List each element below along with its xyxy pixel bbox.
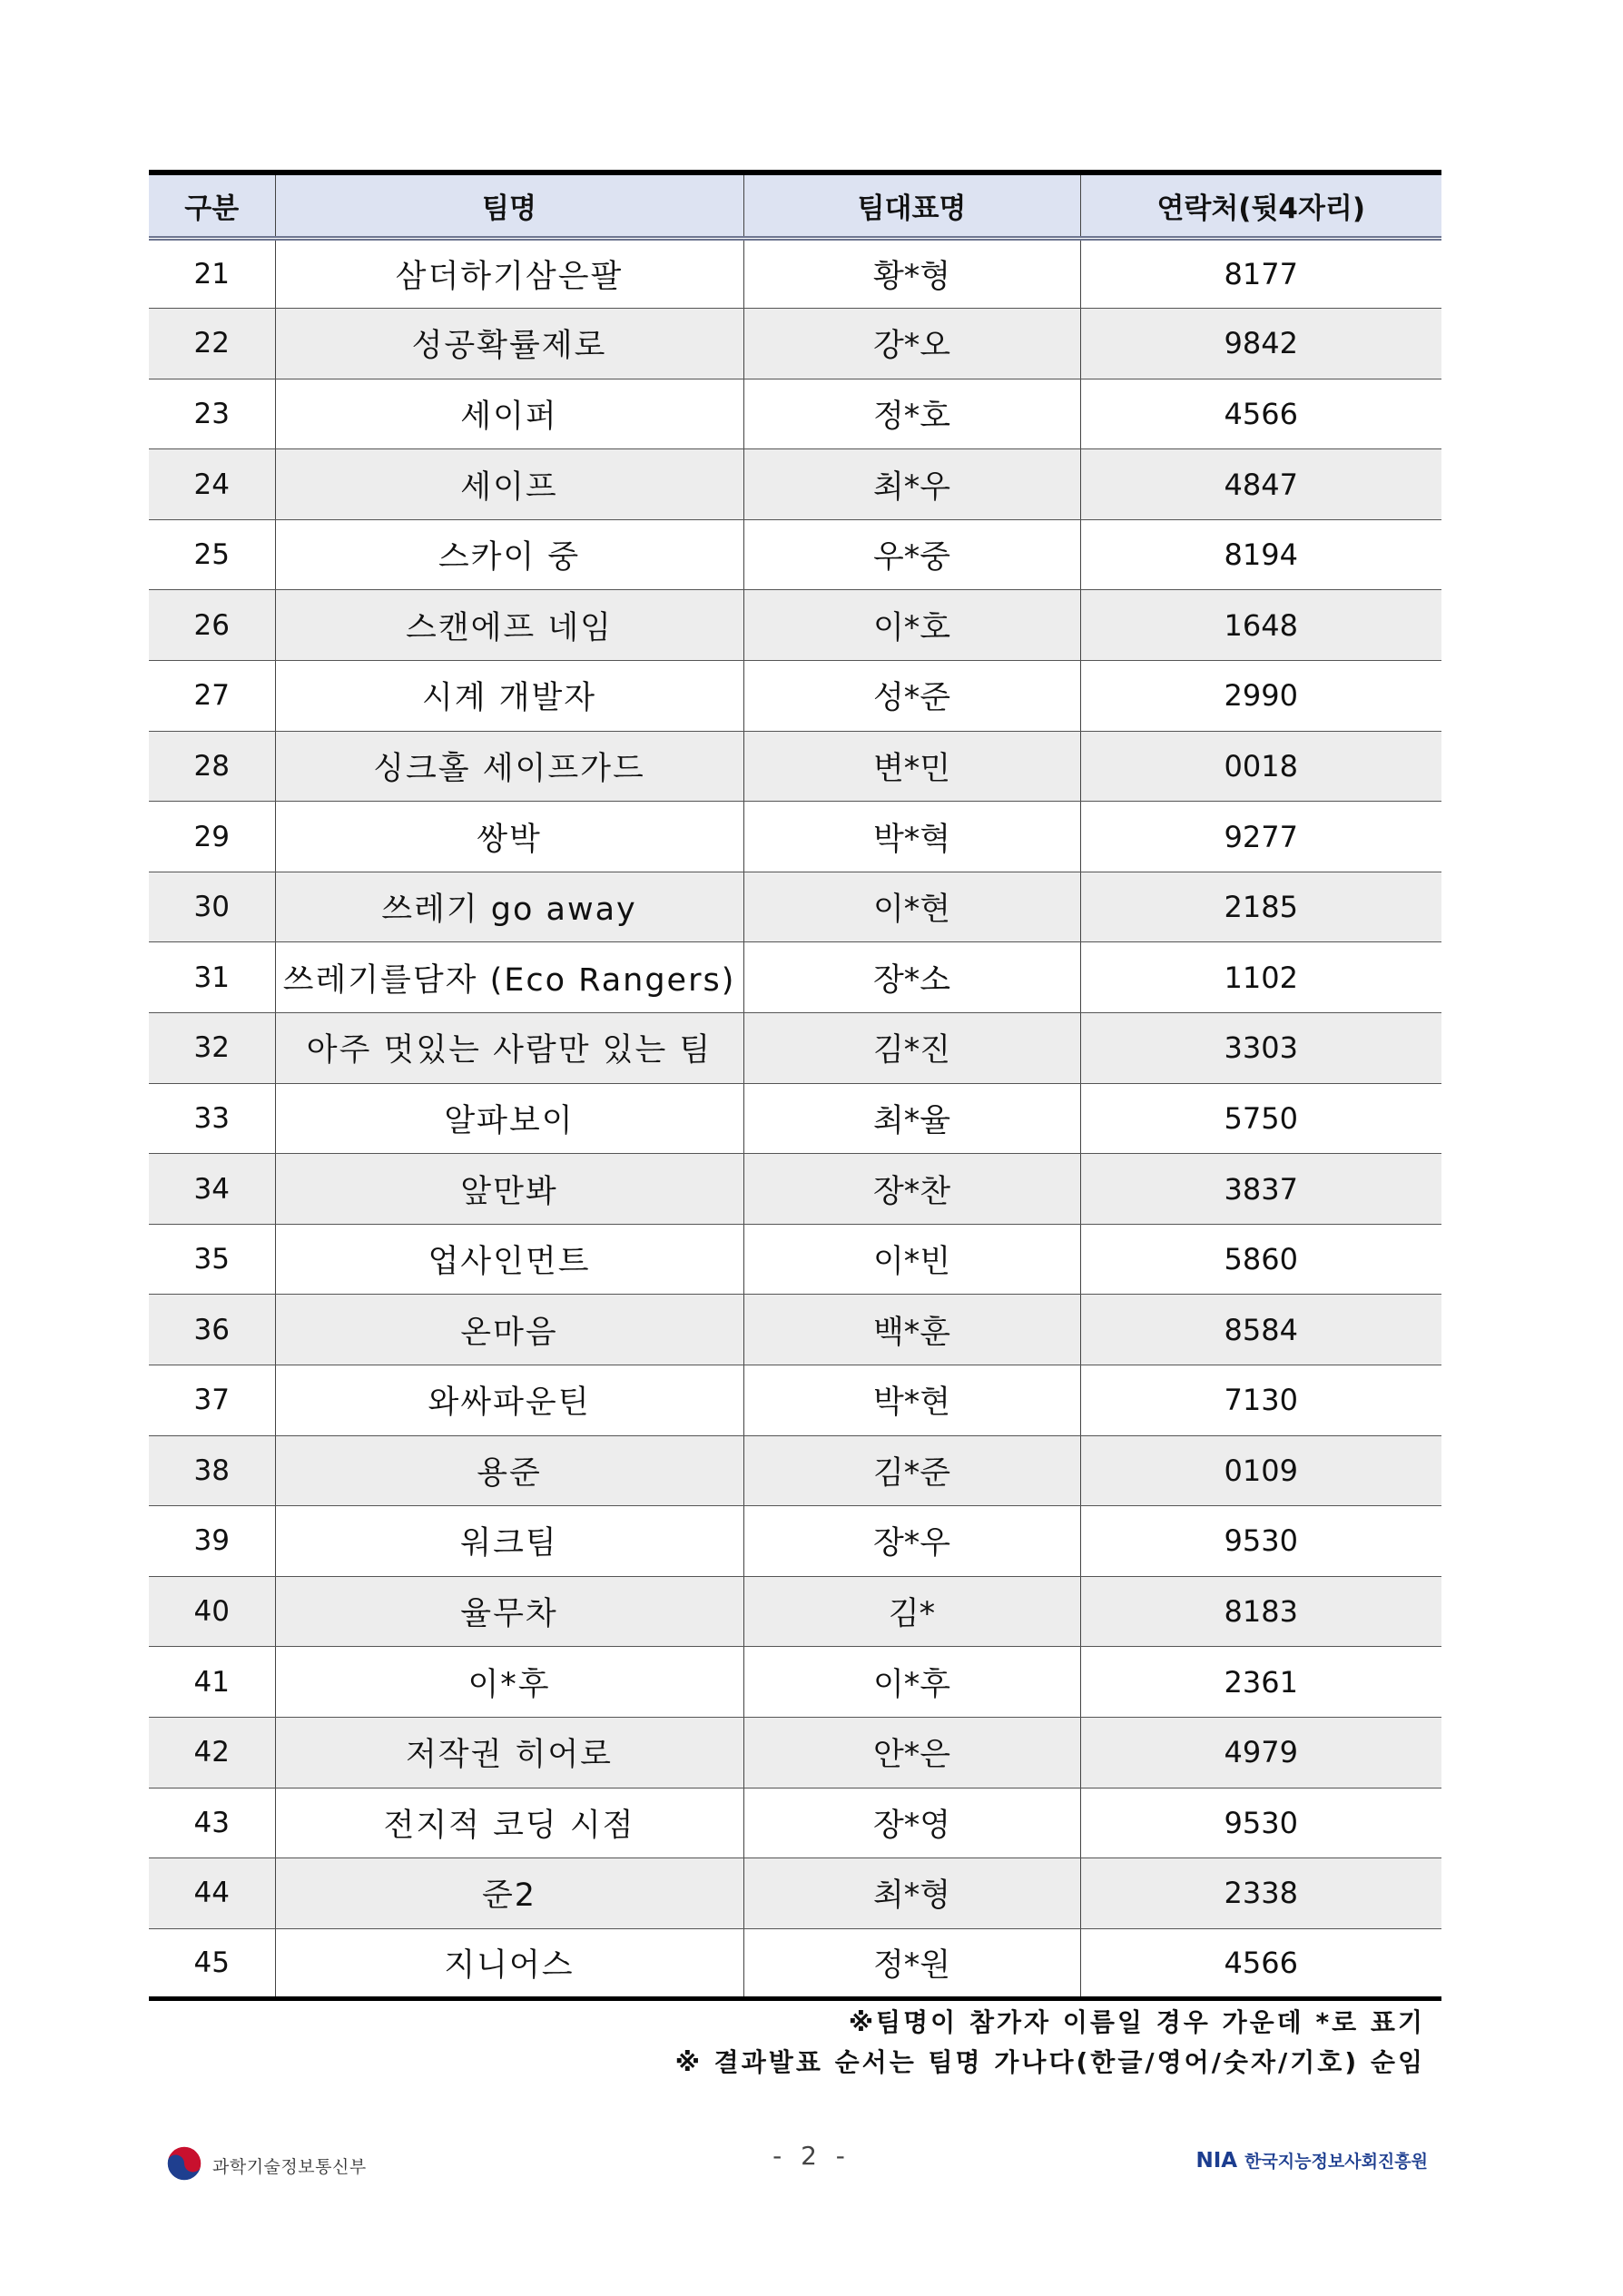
cell-number: 30 bbox=[149, 872, 275, 942]
cell-team-leader: 김* bbox=[743, 1576, 1080, 1647]
table-row bbox=[149, 1365, 1441, 1436]
cell-number: 40 bbox=[149, 1576, 275, 1647]
cell-contact: 7130 bbox=[1080, 1365, 1441, 1436]
cell-number: 23 bbox=[149, 379, 275, 449]
table-row bbox=[149, 1858, 1441, 1929]
table-row bbox=[149, 379, 1441, 449]
table-row bbox=[149, 661, 1441, 732]
cell-team-name: 전지적 코딩 시점 bbox=[275, 1788, 743, 1858]
cell-number: 36 bbox=[149, 1295, 275, 1365]
header-team-name: 팀명 bbox=[275, 172, 743, 238]
cell-number: 28 bbox=[149, 731, 275, 802]
cell-team-name: 시계 개발자 bbox=[275, 661, 743, 732]
cell-team-name: 율무차 bbox=[275, 1576, 743, 1647]
cell-team-name: 쓰레기 go away bbox=[275, 872, 743, 942]
cell-team-name: 준2 bbox=[275, 1858, 743, 1929]
cell-team-leader: 우*중 bbox=[743, 519, 1080, 590]
table-row bbox=[149, 449, 1441, 520]
cell-team-name: 아주 멋있는 사람만 있는 팀 bbox=[275, 1013, 743, 1084]
cell-number: 37 bbox=[149, 1365, 275, 1436]
cell-team-name: 쌍박 bbox=[275, 802, 743, 872]
cell-contact: 9277 bbox=[1080, 802, 1441, 872]
cell-contact: 8194 bbox=[1080, 519, 1441, 590]
cell-team-leader: 이*현 bbox=[743, 872, 1080, 942]
cell-team-leader: 최*형 bbox=[743, 1858, 1080, 1929]
cell-number: 43 bbox=[149, 1788, 275, 1858]
table-row bbox=[149, 731, 1441, 802]
cell-number: 25 bbox=[149, 519, 275, 590]
table-row bbox=[149, 1154, 1441, 1225]
cell-team-leader: 정*호 bbox=[743, 379, 1080, 449]
cell-team-name: 용준 bbox=[275, 1435, 743, 1506]
cell-team-leader: 장*영 bbox=[743, 1788, 1080, 1858]
cell-number: 33 bbox=[149, 1083, 275, 1154]
table-row bbox=[149, 1224, 1441, 1295]
cell-contact: 4566 bbox=[1080, 379, 1441, 449]
cell-team-leader: 강*오 bbox=[743, 309, 1080, 379]
cell-team-leader: 장*우 bbox=[743, 1506, 1080, 1577]
cell-team-leader: 장*찬 bbox=[743, 1154, 1080, 1225]
cell-team-leader: 이*빈 bbox=[743, 1224, 1080, 1295]
table-row bbox=[149, 309, 1441, 379]
cell-contact: 9530 bbox=[1080, 1788, 1441, 1858]
table-row bbox=[149, 1647, 1441, 1718]
cell-team-name: 성공확률제로 bbox=[275, 309, 743, 379]
table-row bbox=[149, 1435, 1441, 1506]
cell-team-name: 삼더하기삼은팔 bbox=[275, 238, 743, 309]
cell-number: 34 bbox=[149, 1154, 275, 1225]
cell-team-name: 저작권 히어로 bbox=[275, 1717, 743, 1788]
cell-contact: 2338 bbox=[1080, 1858, 1441, 1929]
cell-team-name: 워크팀 bbox=[275, 1506, 743, 1577]
table-row bbox=[149, 1083, 1441, 1154]
agency-footer bbox=[1195, 2148, 1428, 2173]
cell-contact: 1102 bbox=[1080, 942, 1441, 1013]
header-contact: 연락처(뒷4자리) bbox=[1080, 172, 1441, 238]
cell-team-name: 앞만봐 bbox=[275, 1154, 743, 1225]
cell-team-leader: 장*소 bbox=[743, 942, 1080, 1013]
cell-team-leader: 백*훈 bbox=[743, 1295, 1080, 1365]
cell-team-leader: 박*현 bbox=[743, 1365, 1080, 1436]
table-row bbox=[149, 1717, 1441, 1788]
participant-table bbox=[149, 170, 1441, 2001]
cell-contact: 8183 bbox=[1080, 1576, 1441, 1647]
cell-number: 42 bbox=[149, 1717, 275, 1788]
cell-team-leader: 최*우 bbox=[743, 449, 1080, 520]
table-row bbox=[149, 590, 1441, 661]
cell-contact: 9842 bbox=[1080, 309, 1441, 379]
cell-number: 32 bbox=[149, 1013, 275, 1084]
page-number: - 2 - bbox=[772, 2141, 851, 2171]
header-number: 구분 bbox=[149, 172, 275, 238]
cell-contact: 0109 bbox=[1080, 1435, 1441, 1506]
cell-number: 41 bbox=[149, 1647, 275, 1718]
cell-number: 27 bbox=[149, 661, 275, 732]
agency-name: 한국지능정보사회진흥원 bbox=[1244, 2152, 1428, 2172]
cell-number: 39 bbox=[149, 1506, 275, 1577]
table-row bbox=[149, 942, 1441, 1013]
cell-team-leader: 최*율 bbox=[743, 1083, 1080, 1154]
cell-contact: 4979 bbox=[1080, 1717, 1441, 1788]
cell-contact: 4847 bbox=[1080, 449, 1441, 520]
cell-number: 21 bbox=[149, 238, 275, 309]
cell-contact: 3837 bbox=[1080, 1154, 1441, 1225]
ordering-note: ※ 결과발표 순서는 팀명 가나다(한글/영어/숫자/기호) 순임 bbox=[674, 2047, 1425, 2077]
cell-contact: 2361 bbox=[1080, 1647, 1441, 1718]
cell-team-leader: 황*형 bbox=[743, 238, 1080, 309]
cell-number: 35 bbox=[149, 1224, 275, 1295]
cell-number: 24 bbox=[149, 449, 275, 520]
cell-team-leader: 정*원 bbox=[743, 1928, 1080, 1999]
table-row bbox=[149, 519, 1441, 590]
cell-number: 45 bbox=[149, 1928, 275, 1999]
cell-team-name: 세이프 bbox=[275, 449, 743, 520]
cell-team-name: 지니어스 bbox=[275, 1928, 743, 1999]
ministry-name: 과학기술정보통신부 bbox=[212, 2156, 367, 2177]
table-row bbox=[149, 1295, 1441, 1365]
masking-note: ※팀명이 참가자 이름일 경우 가운데 *로 표기 bbox=[848, 2007, 1425, 2037]
table-row bbox=[149, 802, 1441, 872]
nia-logo: NIA bbox=[1195, 2148, 1238, 2173]
cell-team-leader: 이*후 bbox=[743, 1647, 1080, 1718]
cell-team-name: 이*후 bbox=[275, 1647, 743, 1718]
cell-number: 38 bbox=[149, 1435, 275, 1506]
table-row bbox=[149, 1013, 1441, 1084]
cell-contact: 5750 bbox=[1080, 1083, 1441, 1154]
cell-team-name: 온마음 bbox=[275, 1295, 743, 1365]
cell-team-name: 싱크홀 세이프가드 bbox=[275, 731, 743, 802]
table-row bbox=[149, 1788, 1441, 1858]
cell-team-name: 알파보이 bbox=[275, 1083, 743, 1154]
cell-team-leader: 변*민 bbox=[743, 731, 1080, 802]
cell-contact: 8177 bbox=[1080, 238, 1441, 309]
cell-team-name: 스캔에프 네임 bbox=[275, 590, 743, 661]
cell-team-leader: 이*호 bbox=[743, 590, 1080, 661]
cell-number: 31 bbox=[149, 942, 275, 1013]
cell-team-leader: 안*은 bbox=[743, 1717, 1080, 1788]
cell-contact: 2185 bbox=[1080, 872, 1441, 942]
cell-contact: 8584 bbox=[1080, 1295, 1441, 1365]
cell-team-name: 업사인먼트 bbox=[275, 1224, 743, 1295]
cell-team-leader: 김*진 bbox=[743, 1013, 1080, 1084]
cell-team-name: 세이퍼 bbox=[275, 379, 743, 449]
cell-number: 29 bbox=[149, 802, 275, 872]
cell-contact: 2990 bbox=[1080, 661, 1441, 732]
cell-team-leader: 성*준 bbox=[743, 661, 1080, 732]
cell-team-leader: 김*준 bbox=[743, 1435, 1080, 1506]
table-header-row bbox=[149, 172, 1441, 238]
cell-number: 22 bbox=[149, 309, 275, 379]
table-row bbox=[149, 872, 1441, 942]
cell-contact: 0018 bbox=[1080, 731, 1441, 802]
participant-table-wrapper bbox=[149, 170, 1441, 2001]
cell-team-name: 와싸파운틴 bbox=[275, 1365, 743, 1436]
table-row bbox=[149, 1506, 1441, 1577]
cell-contact: 3303 bbox=[1080, 1013, 1441, 1084]
cell-contact: 1648 bbox=[1080, 590, 1441, 661]
table-body bbox=[149, 238, 1441, 1999]
cell-contact: 9530 bbox=[1080, 1506, 1441, 1577]
cell-number: 44 bbox=[149, 1858, 275, 1929]
cell-team-leader: 박*혁 bbox=[743, 802, 1080, 872]
header-team-leader: 팀대표명 bbox=[743, 172, 1080, 238]
table-row bbox=[149, 1576, 1441, 1647]
cell-contact: 4566 bbox=[1080, 1928, 1441, 1999]
cell-contact: 5860 bbox=[1080, 1224, 1441, 1295]
cell-team-name: 스카이 중 bbox=[275, 519, 743, 590]
cell-number: 26 bbox=[149, 590, 275, 661]
table-row bbox=[149, 1928, 1441, 1999]
cell-team-name: 쓰레기를담자 (Eco Rangers) bbox=[275, 942, 743, 1013]
table-row bbox=[149, 238, 1441, 309]
